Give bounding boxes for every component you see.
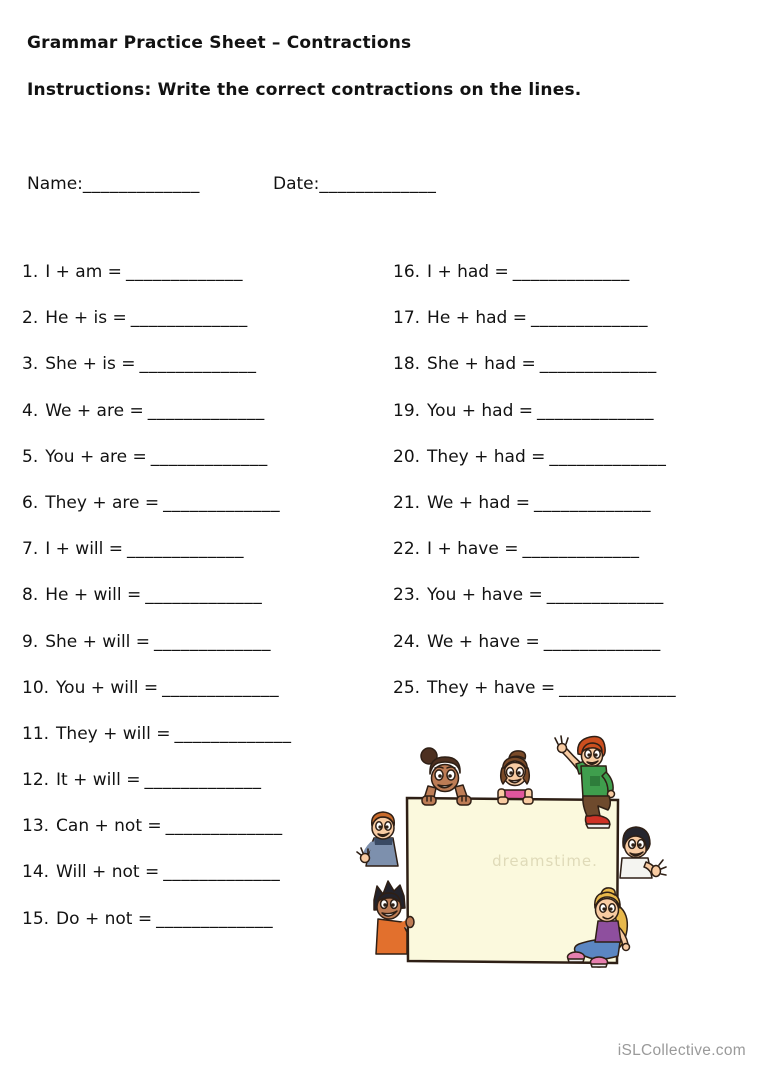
page-title: Grammar Practice Sheet – Contractions <box>27 33 412 53</box>
answer-blank: _____________ <box>127 539 245 560</box>
exercise-number: 19. <box>393 400 421 421</box>
kid-bowl-cut-kid <box>620 827 666 878</box>
exercise-number: 14. <box>22 862 50 883</box>
exercise-row <box>22 355 292 401</box>
exercise-number: 25. <box>393 677 421 698</box>
answer-blank: _____________ <box>543 631 661 652</box>
exercise-number: 23. <box>393 585 421 606</box>
exercise-prompt: They + had = <box>427 446 546 467</box>
exercise-row <box>393 633 676 679</box>
exercise-prompt: She + will = <box>45 631 151 652</box>
exercise-number: 7. <box>22 539 39 560</box>
kid-pink-shirt-girl <box>498 751 532 802</box>
exercise-number: 2. <box>22 308 39 329</box>
exercise-prompt: They + have = <box>427 677 556 698</box>
exercise-prompt: He + had = <box>427 308 527 329</box>
exercise-prompt: Will + not = <box>56 862 160 883</box>
exercise-prompt: She + is = <box>45 354 136 375</box>
answer-blank: _____________ <box>530 308 648 329</box>
name-blank: _____________ <box>82 174 200 194</box>
exercise-row <box>22 817 292 863</box>
footer-watermark: iSLCollective.com <box>617 1042 746 1059</box>
exercise-number: 3. <box>22 354 39 375</box>
cartoon-kids-illustration <box>352 716 752 988</box>
date-label: Date: <box>273 174 320 194</box>
exercise-row <box>393 586 676 632</box>
answer-blank: _____________ <box>145 585 263 606</box>
exercise-number: 1. <box>22 262 39 282</box>
exercise-prompt: I + will = <box>45 539 124 560</box>
exercise-row <box>22 263 292 309</box>
exercise-prompt: You + had = <box>427 400 534 421</box>
kid-waving-boy-left <box>357 812 398 866</box>
exercise-row <box>393 540 676 586</box>
kid-bun-girl <box>421 748 469 802</box>
exercise-prompt: You + will = <box>56 677 159 698</box>
exercise-row <box>393 494 676 540</box>
kid-orange-shirt-boy <box>374 881 409 954</box>
exercise-prompt: Do + not = <box>56 908 153 929</box>
exercise-row <box>22 586 292 632</box>
date-blank: _____________ <box>319 174 437 194</box>
instructions-text: Instructions: Write the correct contractions on the lines. <box>27 80 582 100</box>
name-label: Name: <box>27 174 83 194</box>
answer-blank: _____________ <box>163 862 281 883</box>
exercise-prompt: I + have = <box>427 539 519 560</box>
exercise-number: 10. <box>22 677 50 698</box>
exercise-row <box>393 309 676 355</box>
exercise-number: 17. <box>393 308 421 329</box>
exercise-prompt: He + is = <box>45 308 127 329</box>
exercise-prompt: We + had = <box>427 492 531 513</box>
exercise-number: 22. <box>393 539 421 560</box>
exercise-number: 4. <box>22 400 39 421</box>
exercise-column-left <box>22 263 292 956</box>
exercise-prompt: I + had = <box>427 262 509 282</box>
exercise-prompt: We + have = <box>427 631 540 652</box>
exercise-row <box>393 263 676 309</box>
answer-blank: _____________ <box>546 585 664 606</box>
exercise-row <box>22 448 292 494</box>
exercise-number: 9. <box>22 631 39 652</box>
name-line <box>27 174 200 194</box>
exercise-prompt: We + are = <box>45 400 144 421</box>
date-line <box>273 174 436 194</box>
exercise-number: 11. <box>22 723 50 744</box>
answer-blank: _____________ <box>549 446 667 467</box>
exercise-row <box>22 863 292 909</box>
exercise-row <box>393 355 676 401</box>
answer-blank: _____________ <box>537 400 655 421</box>
exercise-prompt: It + will = <box>56 770 141 791</box>
answer-blank: _____________ <box>165 816 283 837</box>
exercise-prompt: I + am = <box>45 262 122 282</box>
answer-blank: _____________ <box>125 262 243 282</box>
exercise-number: 18. <box>393 354 421 375</box>
answer-blank: _____________ <box>154 631 272 652</box>
exercise-number: 12. <box>22 770 50 791</box>
answer-blank: _____________ <box>130 308 248 329</box>
exercise-number: 15. <box>22 908 50 929</box>
exercise-number: 13. <box>22 816 50 837</box>
exercise-number: 6. <box>22 492 39 513</box>
exercise-row <box>22 402 292 448</box>
exercise-number: 16. <box>393 262 421 282</box>
exercise-row <box>22 494 292 540</box>
exercise-row <box>393 448 676 494</box>
answer-blank: _____________ <box>512 262 630 282</box>
answer-blank: _____________ <box>139 354 257 375</box>
exercise-number: 24. <box>393 631 421 652</box>
exercise-row <box>22 633 292 679</box>
exercise-row <box>393 402 676 448</box>
exercise-prompt: Can + not = <box>56 816 162 837</box>
answer-blank: _____________ <box>144 770 262 791</box>
exercise-prompt: You + have = <box>427 585 543 606</box>
exercise-prompt: He + will = <box>45 585 142 606</box>
exercise-row <box>22 771 292 817</box>
answer-blank: _____________ <box>163 492 281 513</box>
exercise-number: 21. <box>393 492 421 513</box>
exercise-row <box>22 540 292 586</box>
answer-blank: _____________ <box>147 400 265 421</box>
exercise-prompt: They + will = <box>56 723 171 744</box>
exercise-number: 20. <box>393 446 421 467</box>
exercise-prompt: She + had = <box>427 354 536 375</box>
answer-blank: _____________ <box>539 354 657 375</box>
exercise-row <box>22 725 292 771</box>
answer-blank: _____________ <box>150 446 268 467</box>
exercise-number: 8. <box>22 585 39 606</box>
watermark-text: dreamstime. <box>492 852 598 870</box>
exercise-prompt: You + are = <box>45 446 147 467</box>
answer-blank: _____________ <box>174 723 292 744</box>
answer-blank: _____________ <box>156 908 274 929</box>
exercise-row <box>22 309 292 355</box>
exercise-row <box>22 679 292 725</box>
exercise-number: 5. <box>22 446 39 467</box>
exercise-row <box>22 910 292 956</box>
exercise-column-right <box>393 263 676 725</box>
answer-blank: _____________ <box>162 677 280 698</box>
answer-blank: _____________ <box>522 539 640 560</box>
answer-blank: _____________ <box>534 492 652 513</box>
exercise-prompt: They + are = <box>45 492 160 513</box>
answer-blank: _____________ <box>559 677 677 698</box>
